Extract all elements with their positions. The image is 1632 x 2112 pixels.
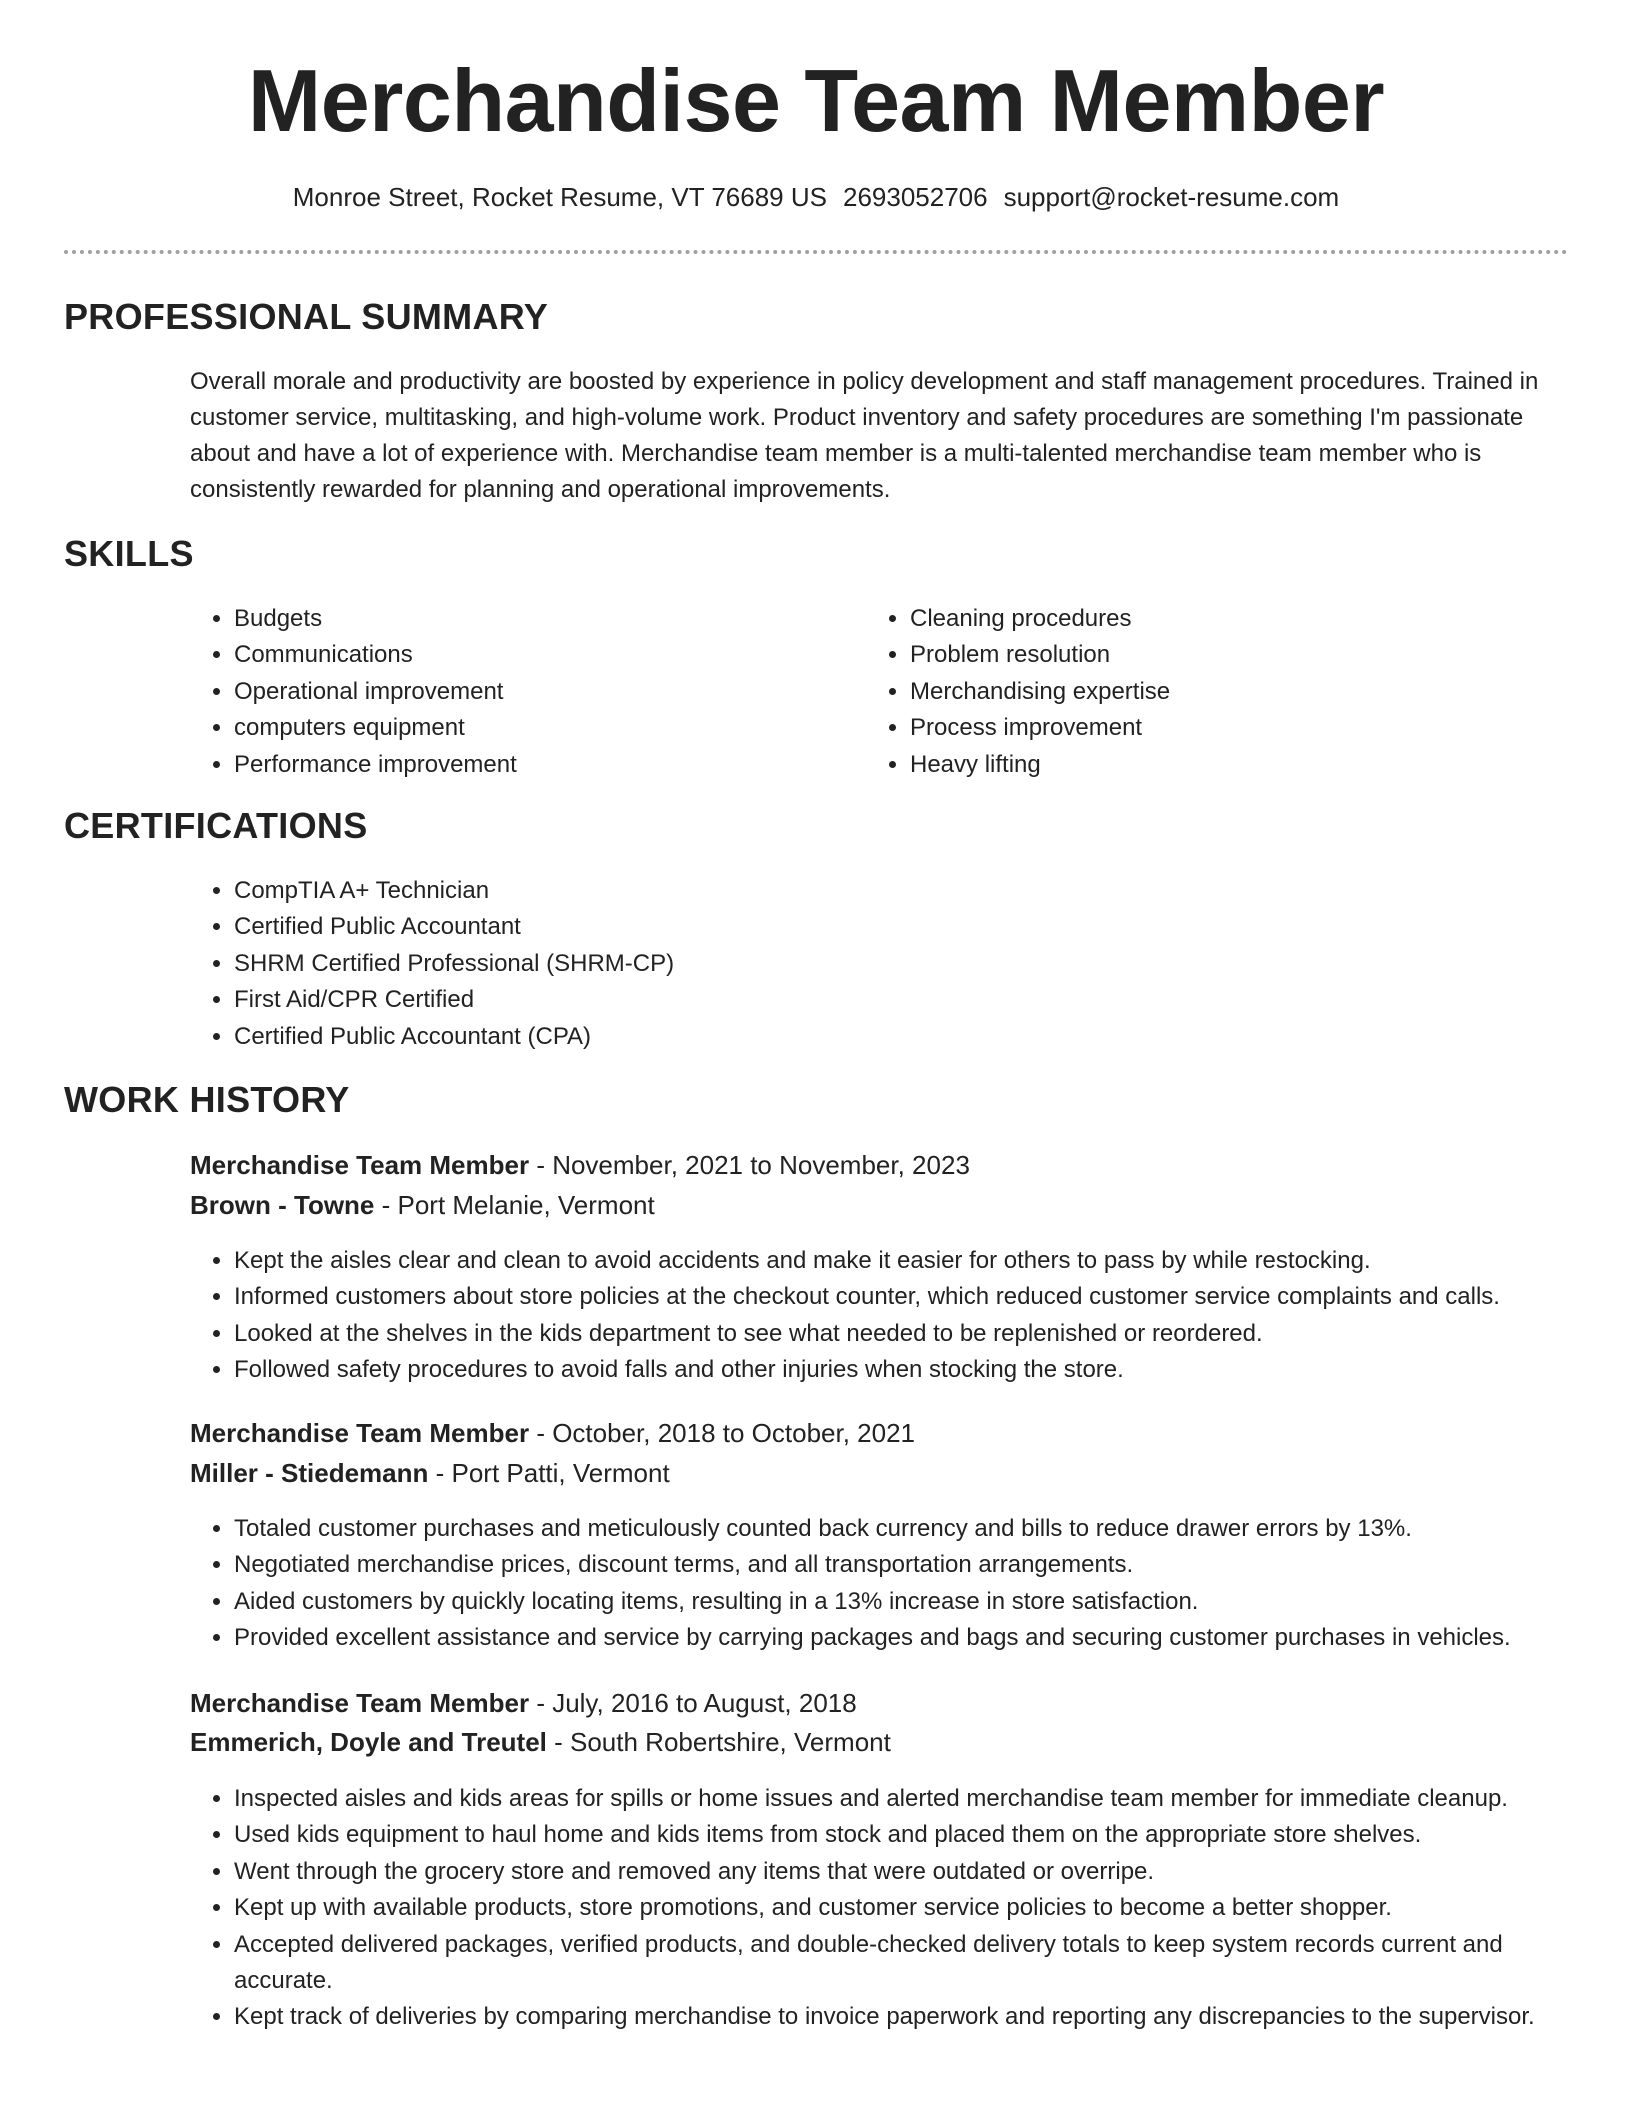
job-bullet: • Totaled customer purchases and meticulously counted back currency and bills to reduce drawer errors by 13%. (234, 1511, 1632, 1547)
job-company-line (190, 1190, 655, 1221)
skill-item: • Merchandising expertise (910, 674, 1530, 710)
skill-item: • Process improvement (910, 710, 1530, 746)
certifications-heading: CERTIFICATIONS (64, 805, 368, 846)
job-bullets (190, 1781, 1604, 2036)
skills-list-left (190, 601, 854, 783)
email: support@rocket-resume.com (1003, 182, 1340, 212)
job-dates: - October, 2018 to October, 2021 (529, 1418, 916, 1448)
job-bullet: • Negotiated merchandise prices, discount terms, and all transportation arrangements. (234, 1547, 1632, 1583)
job-location: - Port Melanie, Vermont (374, 1190, 655, 1220)
address: Monroe Street, Rocket Resume, VT 76689 US (292, 182, 827, 212)
job-location: - South Robertshire, Vermont (546, 1727, 891, 1757)
job-company: Miller - Stiedemann (190, 1458, 429, 1488)
skill-item: • Problem resolution (910, 637, 1530, 673)
job-location: - Port Patti, Vermont (428, 1458, 670, 1488)
skills-list-right (866, 601, 1530, 783)
job-position: Merchandise Team Member (190, 1418, 530, 1448)
job-company-line (190, 1727, 891, 1758)
candidate-name: Merchandise Team Member (247, 51, 1385, 150)
skill-item: • Performance improvement (234, 747, 854, 783)
job-bullet: • Aided customers by quickly locating items, resulting in a 13% increase in store satisfaction. (234, 1584, 1632, 1620)
job-bullet: • Looked at the shelves in the kids department to see what needed to be replenished or reordered. (234, 1316, 1632, 1352)
skill-item: • Communications (234, 637, 854, 673)
skills-heading: SKILLS (64, 533, 194, 574)
contact-line (0, 182, 1632, 213)
skill-item: • Operational improvement (234, 674, 854, 710)
job-bullets (190, 1243, 1632, 1389)
job-bullet: • Kept the aisles clear and clean to avoid accidents and make it easier for others to pass by while restocking. (234, 1243, 1632, 1279)
job-bullet: • Informed customers about store policies at the checkout counter, which reduced customer service complaints and calls. (234, 1279, 1632, 1315)
phone: 2693052706 (842, 182, 988, 212)
job-bullet: • Kept up with available products, store promotions, and customer service policies to become a better shopper. (234, 1890, 1604, 1926)
job-company: Emmerich, Doyle and Treutel (190, 1727, 547, 1757)
job-bullet: • Kept track of deliveries by comparing merchandise to invoice paperwork and reporting any discrepancies to the supervisor. (234, 1999, 1604, 2035)
job-title-line (190, 1688, 857, 1719)
skill-item: • Budgets (234, 601, 854, 637)
skill-item: • Cleaning procedures (910, 601, 1530, 637)
job-bullet: • Accepted delivered packages, verified products, and double-checked delivery totals to keep system records current and accurate. (234, 1927, 1604, 2000)
job-company-line (190, 1458, 670, 1489)
job-title-line (190, 1150, 970, 1181)
job-position: Merchandise Team Member (190, 1150, 530, 1180)
skill-item: • Heavy lifting (910, 747, 1530, 783)
job-company: Brown - Towne (190, 1190, 375, 1220)
job-bullets (190, 1511, 1632, 1657)
job-bullet: • Followed safety procedures to avoid falls and other injuries when stocking the store. (234, 1352, 1632, 1388)
certification-item: • SHRM Certified Professional (SHRM-CP) (234, 946, 1234, 982)
job-bullet: • Inspected aisles and kids areas for spills or home issues and alerted merchandise team member for immediate cleanup. (234, 1781, 1604, 1817)
work-history-heading: WORK HISTORY (64, 1079, 350, 1120)
job-position: Merchandise Team Member (190, 1688, 530, 1718)
certification-item: • First Aid/CPR Certified (234, 982, 1234, 1018)
summary-heading: PROFESSIONAL SUMMARY (64, 296, 549, 337)
job-dates: - November, 2021 to November, 2023 (529, 1150, 970, 1180)
job-bullet: • Went through the grocery store and removed any items that were outdated or overripe. (234, 1854, 1604, 1890)
job-title-line (190, 1418, 915, 1449)
certifications-list (190, 873, 1234, 1055)
summary-text: Overall morale and productivity are boosted by experience in policy development and staff management procedures. Trained in customer service, multitasking, and high-volume work. Product inventory and safety procedures are something I'm passionate about and have a lot of experience with. Merchandise team member is a multi-talented merchandise team member who is consistently rewarded for planning and operational improvements. (190, 368, 1539, 503)
job-dates: - July, 2016 to August, 2018 (529, 1688, 857, 1718)
job-bullet: • Used kids equipment to haul home and kids items from stock and placed them on the appropriate store shelves. (234, 1817, 1604, 1853)
certification-item: • Certified Public Accountant (234, 909, 1234, 945)
header-divider (64, 250, 1568, 254)
certification-item: • CompTIA A+ Technician (234, 873, 1234, 909)
job-bullet: • Provided excellent assistance and service by carrying packages and bags and securing customer purchases in vehicles. (234, 1620, 1632, 1656)
skill-item: • computers equipment (234, 710, 854, 746)
certification-item: • Certified Public Accountant (CPA) (234, 1019, 1234, 1055)
